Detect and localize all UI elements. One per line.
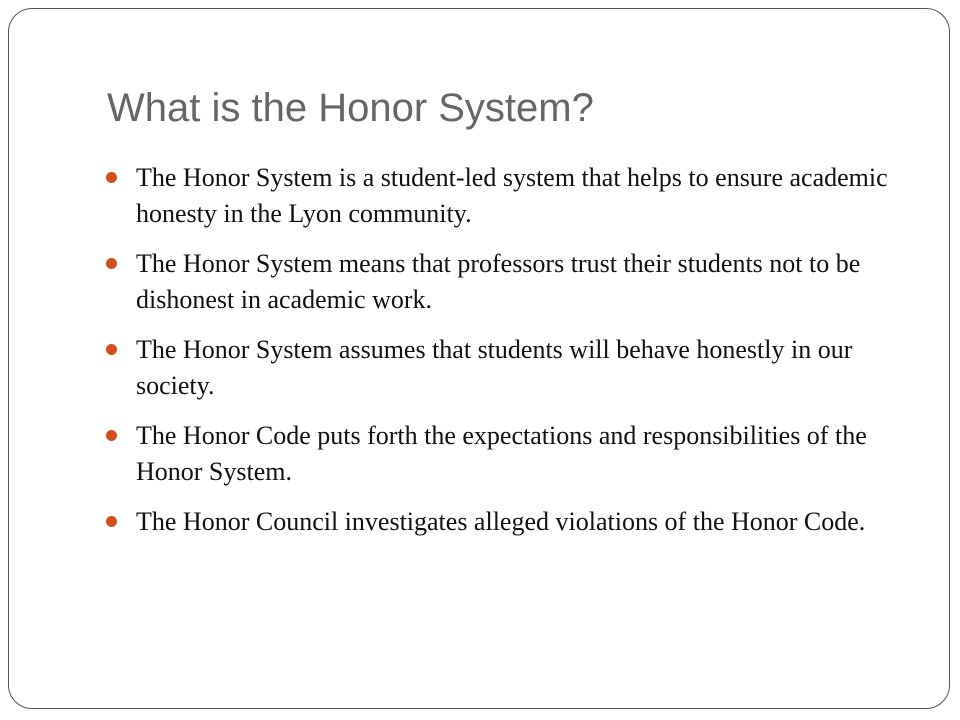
bullet-list (106, 160, 906, 554)
bullet-text: The Honor Code puts forth the expectations and responsibilities of the Honor System. (136, 421, 867, 486)
bullet-text: The Honor System is a student-led system that helps to ensure academic honesty in the Lyon community. (136, 163, 888, 228)
bullet-text: The Honor System means that professors trust their students not to be dishonest in academic work. (136, 249, 861, 314)
slide-title: What is the Honor System? (107, 86, 594, 130)
bullet-dot-icon (106, 344, 117, 355)
bullet-text: The Honor Council investigates alleged violations of the Honor Code. (136, 507, 866, 536)
list-item (106, 504, 906, 540)
bullet-text: The Honor System assumes that students will behave honestly in our society. (136, 335, 853, 400)
list-item (106, 246, 906, 318)
bullet-dot-icon (106, 172, 117, 183)
list-item (106, 332, 906, 404)
bullet-dot-icon (106, 430, 117, 441)
bullet-dot-icon (106, 258, 117, 269)
list-item (106, 418, 906, 490)
list-item (106, 160, 906, 232)
bullet-dot-icon (106, 516, 117, 527)
